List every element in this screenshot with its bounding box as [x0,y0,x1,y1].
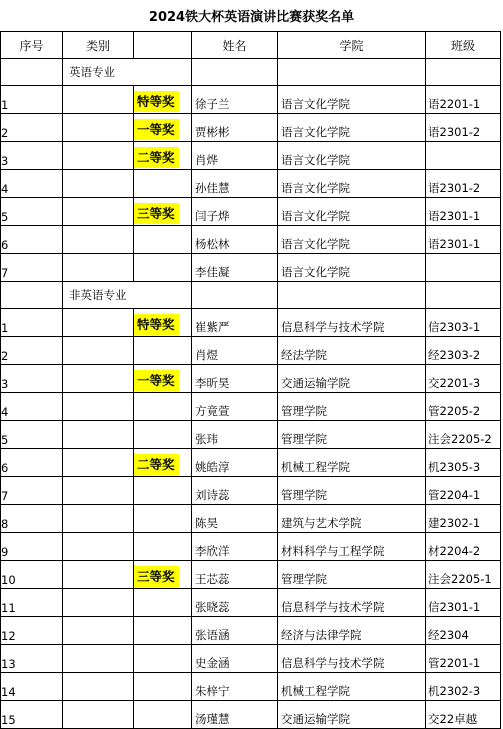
category-cell [63,533,134,561]
row-number: 12 [1,617,63,645]
student-name: 史金涵 [192,645,278,673]
college-name: 交通运输学院 [278,701,426,729]
category-cell [63,617,134,645]
row-number: 14 [1,673,63,701]
category-cell [63,86,134,114]
section-no-cell [1,59,63,86]
section-name-cell [192,282,278,309]
category-cell [63,449,134,477]
header-category: 类别 [63,32,134,59]
student-name: 王芯蕊 [192,561,278,589]
college-name: 管理学院 [278,393,426,421]
row-number: 7 [1,477,63,505]
table-row [1,589,501,617]
table-row [1,365,501,393]
header-no: 序号 [1,32,63,59]
row-number: 6 [1,226,63,254]
student-name: 姚皓淳 [192,449,278,477]
table-row [1,617,501,645]
award-cell [134,393,192,421]
award-badge: 二等奖 [134,147,179,168]
college-name: 经济与法律学院 [278,617,426,645]
section-college-cell [278,282,426,309]
class-name: 机2305-3 [426,449,501,477]
student-name: 孙佳慧 [192,170,278,198]
class-name: 交22卓越 [426,701,501,729]
award-cell [134,337,192,365]
student-name: 陈昊 [192,505,278,533]
table-row [1,449,501,477]
table-row [1,561,501,589]
award-badge: 三等奖 [134,566,179,587]
award-badge: 三等奖 [134,203,179,224]
student-name: 闫子烨 [192,198,278,226]
college-name: 管理学院 [278,477,426,505]
award-badge: 特等奖 [134,91,179,112]
college-name: 机械工程学院 [278,449,426,477]
header-class: 班级 [426,32,501,59]
college-name: 信息科学与技术学院 [278,589,426,617]
row-number: 2 [1,337,63,365]
college-name: 信息科学与技术学院 [278,309,426,337]
row-number: 11 [1,589,63,617]
class-name [426,254,501,282]
student-name: 方竟萱 [192,393,278,421]
college-name: 经法学院 [278,337,426,365]
award-cell [134,142,192,170]
class-name: 语2301-2 [426,170,501,198]
category-cell [63,393,134,421]
row-number: 13 [1,645,63,673]
table-row [1,114,501,142]
college-name: 语言文化学院 [278,226,426,254]
section-no-cell [1,282,63,309]
student-name: 张晓蕊 [192,589,278,617]
college-name: 语言文化学院 [278,198,426,226]
award-badge: 一等奖 [134,370,179,391]
row-number: 5 [1,198,63,226]
table-row [1,309,501,337]
category-cell [63,561,134,589]
college-name: 语言文化学院 [278,86,426,114]
category-cell [63,421,134,449]
award-badge: 特等奖 [134,314,179,335]
category-cell [63,170,134,198]
row-number: 7 [1,254,63,282]
student-name: 朱梓宁 [192,673,278,701]
award-cell [134,421,192,449]
table-row [1,86,501,114]
class-name: 注会2205-1 [426,561,501,589]
category-cell [63,589,134,617]
table-row [1,505,501,533]
header-college: 学院 [278,32,426,59]
award-cell [134,365,192,393]
class-name: 经2304 [426,617,501,645]
award-cell [134,86,192,114]
award-table [0,31,501,729]
section-label [63,59,192,86]
award-cell [134,170,192,198]
table-row [1,645,501,673]
section-class-cell [426,282,501,309]
award-cell [134,309,192,337]
table-row [1,254,501,282]
category-cell [63,505,134,533]
table-row [1,393,501,421]
row-number: 9 [1,533,63,561]
college-name: 信息科学与技术学院 [278,645,426,673]
section-row [1,59,501,86]
class-name: 语2301-1 [426,198,501,226]
row-number: 10 [1,561,63,589]
class-name: 注会2205-2 [426,421,501,449]
college-name: 语言文化学院 [278,254,426,282]
category-cell [63,198,134,226]
award-cell [134,254,192,282]
row-number: 3 [1,365,63,393]
category-cell [63,226,134,254]
table-row [1,421,501,449]
award-cell [134,561,192,589]
section-college-cell [278,59,426,86]
row-number: 1 [1,309,63,337]
award-cell [134,114,192,142]
award-cell [134,617,192,645]
category-cell [63,254,134,282]
section-name-cell [192,59,278,86]
table-row [1,170,501,198]
class-name: 机2302-3 [426,673,501,701]
row-number: 5 [1,421,63,449]
class-name: 材2204-2 [426,533,501,561]
award-badge: 一等奖 [134,119,179,140]
row-number: 15 [1,701,63,729]
class-name: 语2301-1 [426,226,501,254]
class-name: 交2201-3 [426,365,501,393]
row-number: 4 [1,170,63,198]
student-name: 李昕昊 [192,365,278,393]
table-row [1,477,501,505]
class-name: 管2201-1 [426,645,501,673]
row-number: 3 [1,142,63,170]
category-cell [63,365,134,393]
student-name: 张玮 [192,421,278,449]
category-cell [63,337,134,365]
table-row [1,673,501,701]
row-number: 8 [1,505,63,533]
row-number: 6 [1,449,63,477]
class-name: 管2205-2 [426,393,501,421]
award-cell [134,589,192,617]
section-class-cell [426,59,501,86]
award-cell [134,645,192,673]
college-name: 材料科学与工程学院 [278,533,426,561]
section-label [63,282,192,309]
award-cell [134,533,192,561]
category-cell [63,645,134,673]
student-name: 贾彬彬 [192,114,278,142]
class-name: 信2303-1 [426,309,501,337]
row-number: 1 [1,86,63,114]
award-cell [134,673,192,701]
class-name: 语2301-2 [426,114,501,142]
row-number: 4 [1,393,63,421]
college-name: 管理学院 [278,421,426,449]
student-name: 李佳凝 [192,254,278,282]
class-name: 建2302-1 [426,505,501,533]
student-name: 肖烨 [192,142,278,170]
category-cell [63,673,134,701]
table-row [1,533,501,561]
award-cell [134,226,192,254]
student-name: 徐子兰 [192,86,278,114]
student-name: 刘诗蕊 [192,477,278,505]
student-name: 杨松林 [192,226,278,254]
student-name: 崔紫严 [192,309,278,337]
table-row [1,226,501,254]
class-name: 语2201-1 [426,86,501,114]
college-name: 机械工程学院 [278,673,426,701]
header-award [134,32,192,59]
sheet-title: 2024铁大杯英语演讲比赛获奖名单 [148,10,355,25]
category-cell [63,477,134,505]
student-name: 肖煜 [192,337,278,365]
award-badge: 二等奖 [134,454,179,475]
class-name: 经2303-2 [426,337,501,365]
college-name: 建筑与艺术学院 [278,505,426,533]
category-cell [63,142,134,170]
category-cell [63,309,134,337]
college-name: 语言文化学院 [278,142,426,170]
section-row [1,282,501,309]
college-name: 语言文化学院 [278,114,426,142]
table-row [1,142,501,170]
class-name [426,142,501,170]
class-name: 信2301-1 [426,589,501,617]
award-cell [134,505,192,533]
college-name: 交通运输学院 [278,365,426,393]
college-name: 语言文化学院 [278,170,426,198]
student-name: 李欣洋 [192,533,278,561]
category-cell [63,114,134,142]
header-name: 姓名 [192,32,278,59]
table-row [1,337,501,365]
row-number: 2 [1,114,63,142]
student-name: 张语涵 [192,617,278,645]
award-cell [134,477,192,505]
table-row [1,198,501,226]
class-name: 管2204-1 [426,477,501,505]
student-name: 汤瑾慧 [192,701,278,729]
section-label-text: 英语专业 [69,65,115,79]
college-name: 管理学院 [278,561,426,589]
award-cell [134,198,192,226]
section-label-text: 非英语专业 [69,288,127,302]
award-cell [134,449,192,477]
header-row [1,32,501,59]
